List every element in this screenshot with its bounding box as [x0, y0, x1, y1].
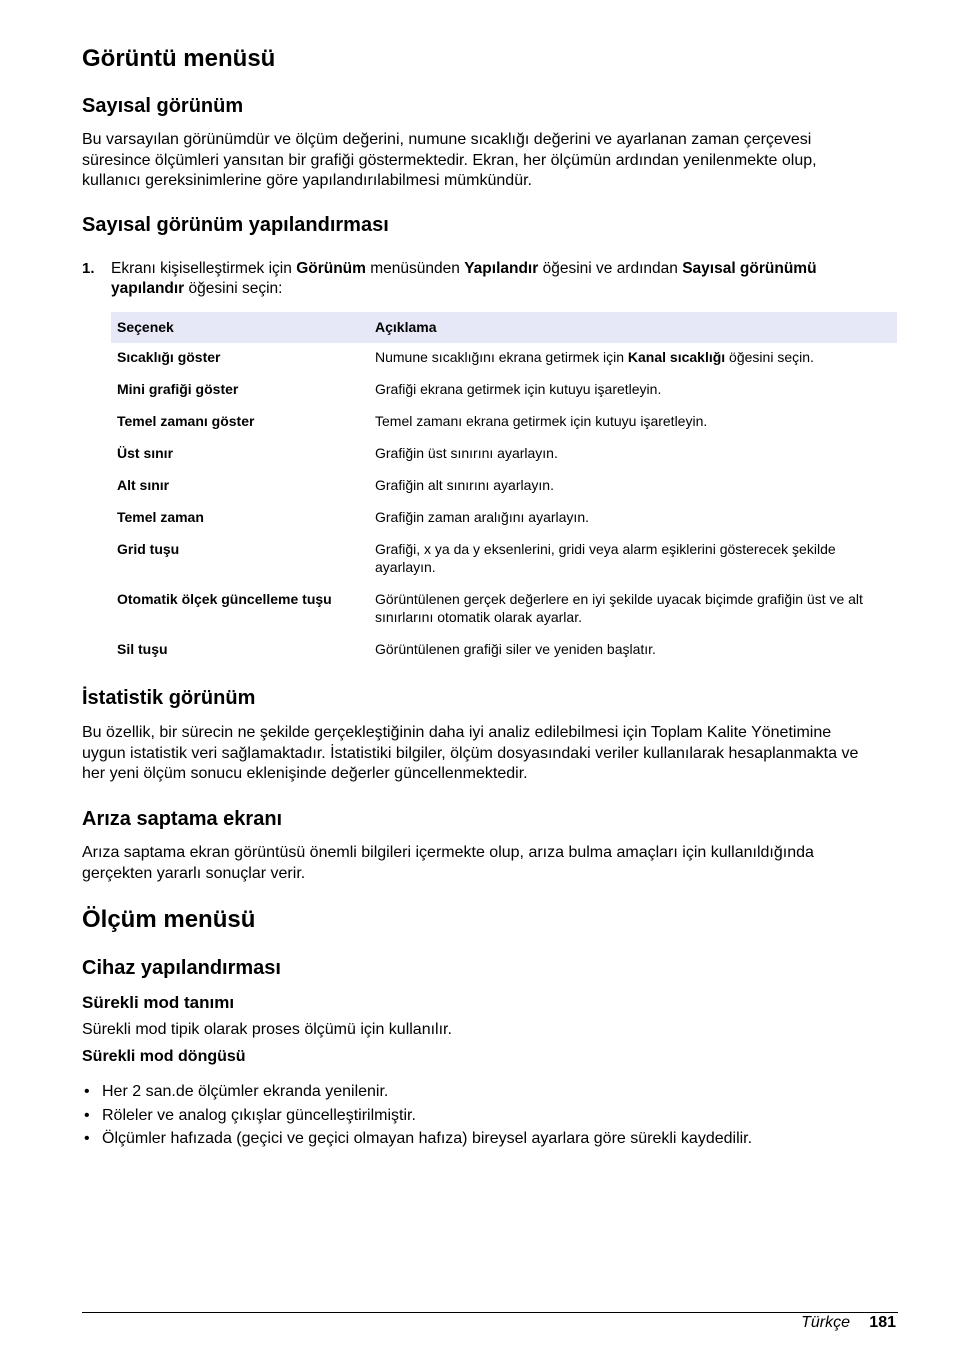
step-text-4: öğesini seçin: [184, 280, 283, 297]
list-item-text: Her 2 san.de ölçümler ekranda yenilenir. [102, 1083, 389, 1100]
list-item-text: Röleler ve analog çıkışlar güncelleştirilmiştir. [102, 1106, 416, 1124]
list-item-text: Ölçümler hafızada (geçici ve geçici olmayan hafıza) bireysel ayarlara göre sürekli kaydedilir. [102, 1130, 753, 1147]
step-bold-configure: Yapılandır [464, 260, 539, 277]
description-cell [369, 343, 897, 375]
table-row [111, 343, 897, 375]
heading-statistics-view: İstatistik görünüm [82, 687, 256, 709]
description-cell: Grafiğin üst sınırını ayarlayın. [375, 445, 558, 461]
options-table [111, 312, 897, 667]
bullet-list [82, 1082, 752, 1153]
option-cell: Otomatik ölçek güncelleme tuşu [117, 591, 332, 607]
option-cell: Mini grafiği göster [117, 381, 239, 397]
heading-numeric-view: Sayısal görünüm [82, 95, 244, 117]
description-cell: Görüntülenen grafiği siler ve yeniden başlatır. [375, 641, 656, 657]
bullet-icon: • [84, 1083, 90, 1100]
heading-device-config: Cihaz yapılandırması [82, 957, 281, 979]
table-row [111, 635, 897, 667]
step-instruction [111, 259, 871, 299]
option-cell: Temel zaman [117, 509, 204, 525]
table-row [111, 585, 897, 635]
table-row [111, 407, 897, 439]
bullet-icon: • [84, 1106, 90, 1124]
table-row [111, 471, 897, 503]
description-bold: Kanal sıcaklığı [627, 349, 726, 365]
description-text: öğesini seçin. [725, 349, 814, 365]
description-cell: Görüntülenen gerçek değerlere en iyi şekilde uyacak biçimde grafiğin üst ve alt sınırlarını otomatik olarak ayarlar. [375, 591, 863, 625]
step-number: 1. [82, 260, 95, 277]
footer-language: Türkçe [801, 1314, 850, 1331]
header-description: Açıklama [369, 312, 897, 343]
heading-troubleshooting-screen: Arıza saptama ekranı [82, 808, 283, 830]
list-item [82, 1129, 752, 1149]
option-cell: Alt sınır [117, 477, 170, 493]
paragraph-troubleshooting: Arıza saptama ekran görüntüsü önemli bilgileri içermekte olup, arıza bulma amaçları için kullanıldığında gerçekten yararlı sonuçlar verir. [82, 844, 814, 882]
step-bold-configure-numeric: Sayısal görünümü yapılandır [111, 260, 817, 297]
step-bold-view-menu: Görünüm [296, 260, 366, 277]
heading-continuous-mode-definition: Sürekli mod tanımı [82, 993, 235, 1012]
description-text: Numune sıcaklığını ekrana getirmek için [375, 349, 628, 365]
description-cell: Grafiğin alt sınırını ayarlayın. [375, 477, 554, 493]
description-cell: Grafiği, x ya da y eksenlerini, gridi veya alarm eşiklerini gösterecek şekilde ayarlayın. [375, 541, 836, 575]
section-title-display-menu: Görüntü menüsü [82, 45, 276, 72]
option-cell: Sil tuşu [117, 641, 168, 657]
table-row [111, 375, 897, 407]
option-cell: Üst sınır [117, 445, 174, 461]
header-option: Seçenek [111, 312, 369, 343]
option-cell: Sıcaklığı göster [117, 349, 221, 365]
description-cell: Grafiği ekrana getirmek için kutuyu işaretleyin. [375, 381, 662, 397]
table-row [111, 535, 897, 585]
paragraph-statistics-view: Bu özellik, bir sürecin ne şekilde gerçekleştiğinin daha iyi analiz edilebilmesi için Toplam Kalite Yönetimine uygun istatistik veri sağlamaktadır. İstatistiki bilgiler, ölçüm dosyasındaki veriler kullanılarak hesaplanmakta ve her yeni ölçüm sonucu eklenişinde değerler güncellenmektedir. [82, 724, 859, 782]
paragraph-continuous-mode: Sürekli mod tipik olarak proses ölçümü için kullanılır. [82, 1021, 452, 1038]
step-text-2: menüsünden [365, 260, 465, 277]
heading-numeric-view-config: Sayısal görünüm yapılandırması [82, 214, 389, 236]
list-item [82, 1106, 752, 1126]
table-row [111, 503, 897, 535]
paragraph-numeric-view: Bu varsayılan görünümdür ve ölçüm değerini, numune sıcaklığı değerini ve ayarlanan zaman çerçevesi süresince ölçümleri yansıtan bir grafiği göstermektedir. Ekran, her ölçümün ardından yenilenmekte olup, kullanıcı gereksinimlerine göre yapılandırılabilmesi mümkündür. [82, 131, 817, 189]
step-text-3: öğesini ve ardından [538, 260, 683, 277]
step-text-1: Ekranı kişiselleştirmek için [111, 260, 297, 277]
section-title-measurement-menu: Ölçüm menüsü [82, 906, 256, 933]
heading-continuous-mode-cycle: Sürekli mod döngüsü [82, 1048, 246, 1065]
table-header-row [111, 312, 897, 343]
description-cell: Temel zamanı ekrana getirmek için kutuyu işaretleyin. [375, 413, 708, 429]
option-cell: Grid tuşu [117, 541, 180, 557]
page-number: 181 [869, 1314, 896, 1331]
option-cell: Temel zamanı göster [117, 413, 255, 429]
bullet-icon: • [84, 1130, 90, 1147]
list-item [82, 1082, 752, 1102]
table-row [111, 439, 897, 471]
description-cell: Grafiğin zaman aralığını ayarlayın. [375, 509, 589, 525]
